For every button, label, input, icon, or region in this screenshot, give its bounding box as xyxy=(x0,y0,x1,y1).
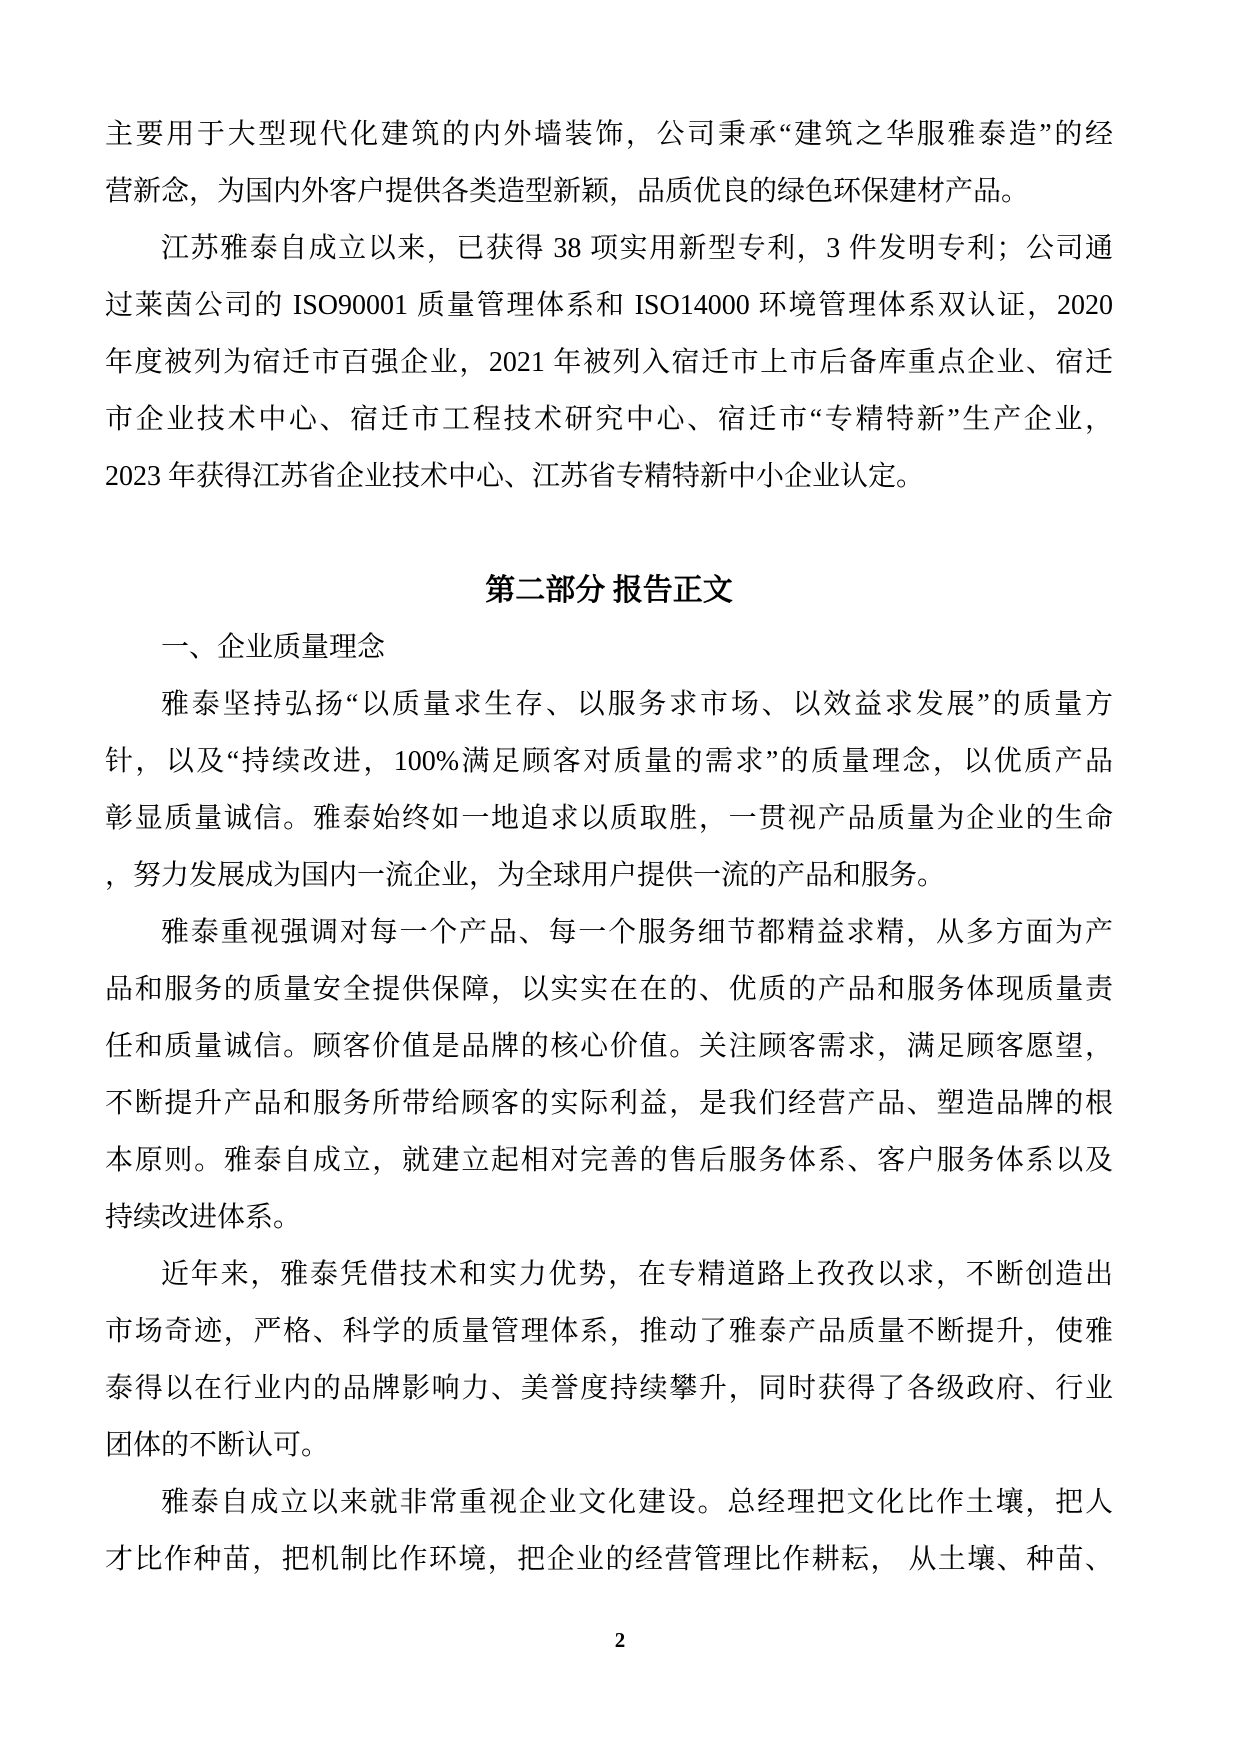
text-line: 任和质量诚信。顾客价值是品牌的核心价值。关注顾客需求，满足顾客愿望， xyxy=(105,1031,1113,1062)
text-line: 市场奇迹，严格、科学的质量管理体系，推动了雅泰产品质量不断提升，使雅 xyxy=(105,1316,1113,1347)
paragraph xyxy=(105,619,1113,676)
text-line: 年度被列为宿迁市百强企业，2021 年被列入宿迁市上市后备库重点企业、宿迁 xyxy=(105,347,1113,378)
text-line: 本原则。雅泰自成立，就建立起相对完善的售后服务体系、客户服务体系以及 xyxy=(105,1145,1113,1176)
paragraph xyxy=(105,220,1113,505)
text-line: 团体的不断认可。 xyxy=(105,1430,330,1461)
section-heading xyxy=(105,562,1113,619)
text-line: 江苏雅泰自成立以来，已获得 38 项实用新型专利，3 件发明专利；公司通 xyxy=(161,233,1113,264)
text-line: 近年来，雅泰凭借技术和实力优势，在专精道路上孜孜以求，不断创造出 xyxy=(161,1259,1113,1290)
page-number: 2 xyxy=(614,1628,626,1652)
text-line: ，努力发展成为国内一流企业，为全球用户提供一流的产品和服务。 xyxy=(105,860,946,891)
text-line: 市企业技术中心、宿迁市工程技术研究中心、宿迁市“专精特新”生产企业， xyxy=(105,404,1113,435)
text-line: 雅泰重视强调对每一个产品、每一个服务细节都精益求精，从多方面为产 xyxy=(161,917,1113,948)
paragraph xyxy=(105,1246,1113,1474)
text-line: 雅泰自成立以来就非常重视企业文化建设。总经理把文化比作土壤，把人 xyxy=(161,1487,1113,1518)
text-line: 品和服务的质量安全提供保障，以实实在在的、优质的产品和服务体现质量责 xyxy=(105,974,1113,1005)
text-line: 持续改进体系。 xyxy=(105,1202,302,1233)
text-line: 彰显质量诚信。雅泰始终如一地追求以质取胜，一贯视产品质量为企业的生命 xyxy=(105,803,1113,834)
document-body xyxy=(105,106,1113,1588)
text-line: 第二部分 报告正文 xyxy=(485,574,733,607)
paragraph xyxy=(105,1474,1113,1588)
text-line: 2023 年获得江苏省企业技术中心、江苏省专精特新中小企业认定。 xyxy=(105,461,925,492)
text-line: 才比作种苗，把机制比作环境，把企业的经营管理比作耕耘， 从土壤、种苗、 xyxy=(105,1544,1113,1575)
text-line: 主要用于大型现代化建筑的内外墙装饰，公司秉承“建筑之华服雅泰造”的经 xyxy=(105,119,1113,150)
text-line: 一、企业质量理念 xyxy=(161,632,386,663)
text-line: 营新念，为国内外客户提供各类造型新颖，品质优良的绿色环保建材产品。 xyxy=(105,176,1030,207)
text-line: 泰得以在行业内的品牌影响力、美誉度持续攀升，同时获得了各级政府、行业 xyxy=(105,1373,1113,1404)
text-line: 针，以及“持续改进，100%满足顾客对质量的需求”的质量理念，以优质产品 xyxy=(105,746,1113,777)
text-line: 不断提升产品和服务所带给顾客的实际利益，是我们经营产品、塑造品牌的根 xyxy=(105,1088,1113,1119)
paragraph xyxy=(105,676,1113,904)
text-line: 雅泰坚持弘扬“以质量求生存、以服务求市场、以效益求发展”的质量方 xyxy=(161,689,1113,720)
paragraph xyxy=(105,106,1113,220)
paragraph xyxy=(105,904,1113,1246)
text-line: 过莱茵公司的 ISO90001 质量管理体系和 ISO14000 环境管理体系双认证，2020 xyxy=(105,290,1113,321)
